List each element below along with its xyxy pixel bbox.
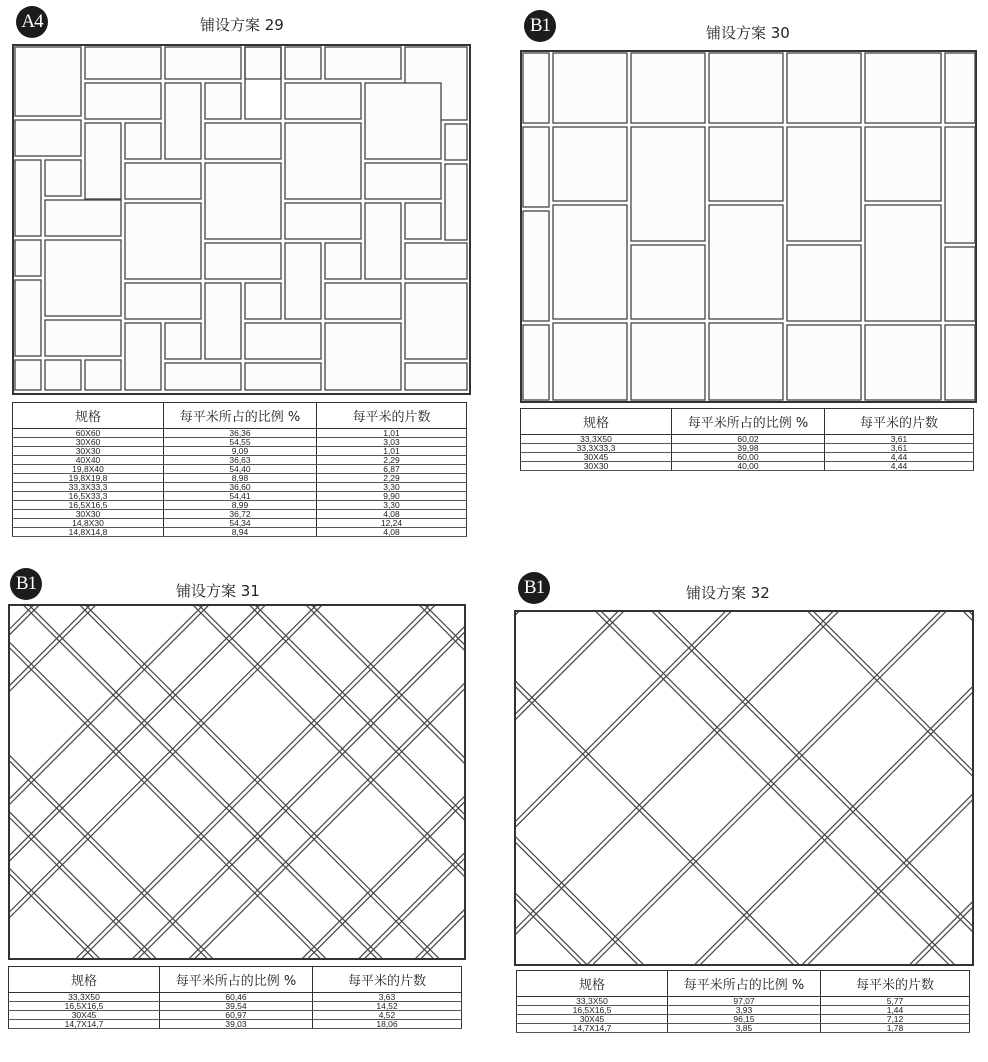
spec-cell: 16,5X16,5: [13, 501, 164, 510]
header-ratio: 每平米所占的比例 %: [672, 409, 825, 435]
spec-cell: 30X45: [9, 1011, 160, 1020]
spec-cell: 30X60: [13, 438, 164, 447]
header-spec: 规格: [13, 403, 164, 429]
pieces-cell: 2,29: [317, 456, 467, 465]
header-spec: 规格: [9, 967, 160, 993]
spec-cell: 33,3X50: [517, 997, 668, 1006]
pieces-cell: 1,44: [821, 1006, 970, 1015]
plan-title: 铺设方案 30: [706, 24, 790, 42]
series-badge: B1: [518, 572, 550, 604]
spec-cell: 19,8X40: [13, 465, 164, 474]
spec-cell: 40X40: [13, 456, 164, 465]
spec-table: [12, 402, 467, 537]
spec-cell: 30X30: [13, 447, 164, 456]
ratio-cell: 54,41: [164, 492, 317, 501]
ratio-cell: 97,07: [668, 997, 821, 1006]
pieces-cell: 3,30: [317, 483, 467, 492]
pieces-cell: 4,08: [317, 528, 467, 537]
spec-cell: 30X45: [521, 453, 672, 462]
plan-title: 铺设方案 31: [176, 582, 260, 600]
ratio-cell: 8,94: [164, 528, 317, 537]
pieces-cell: 4,44: [825, 462, 974, 471]
pieces-cell: 18,06: [313, 1020, 462, 1029]
ratio-cell: 39,03: [160, 1020, 313, 1029]
ratio-cell: 60,46: [160, 993, 313, 1002]
pieces-cell: 1,01: [317, 447, 467, 456]
pieces-cell: 4,52: [313, 1011, 462, 1020]
tile-pattern-drawing: [8, 604, 466, 960]
spec-table: [516, 970, 970, 1033]
ratio-cell: 60,02: [672, 435, 825, 444]
plan-title: 铺设方案 32: [686, 584, 770, 602]
header-pieces: 每平米的片数: [313, 967, 462, 993]
pieces-cell: 14,52: [313, 1002, 462, 1011]
header-pieces: 每平米的片数: [825, 409, 974, 435]
header-spec: 规格: [521, 409, 672, 435]
plan-title: 铺设方案 29: [200, 16, 284, 34]
pieces-cell: 12,24: [317, 519, 467, 528]
ratio-cell: 54,55: [164, 438, 317, 447]
spec-cell: 30X45: [517, 1015, 668, 1024]
header-pieces: 每平米的片数: [821, 971, 970, 997]
pieces-cell: 3,30: [317, 501, 467, 510]
ratio-cell: 96,15: [668, 1015, 821, 1024]
pieces-cell: 1,01: [317, 429, 467, 438]
pieces-cell: 5,77: [821, 997, 970, 1006]
spec-cell: 16,5X33,3: [13, 492, 164, 501]
pieces-cell: 3,61: [825, 435, 974, 444]
pieces-cell: 7,12: [821, 1015, 970, 1024]
ratio-cell: 3,93: [668, 1006, 821, 1015]
spec-cell: 16,5X16,5: [9, 1002, 160, 1011]
series-badge: A4: [16, 6, 48, 38]
spec-cell: 19,8X19,8: [13, 474, 164, 483]
pieces-cell: 4,44: [825, 453, 974, 462]
pieces-cell: 3,03: [317, 438, 467, 447]
ratio-cell: 36,63: [164, 456, 317, 465]
tile-pattern-drawing: [12, 44, 472, 396]
ratio-cell: 54,34: [164, 519, 317, 528]
spec-cell: 30X30: [13, 510, 164, 519]
spec-cell: 33,3X33,3: [13, 483, 164, 492]
ratio-cell: 36,72: [164, 510, 317, 519]
ratio-cell: 39,98: [672, 444, 825, 453]
ratio-cell: 39,54: [160, 1002, 313, 1011]
pieces-cell: 9,90: [317, 492, 467, 501]
series-badge: B1: [10, 568, 42, 600]
spec-cell: 33,3X50: [521, 435, 672, 444]
table-row: [521, 462, 974, 471]
ratio-cell: 36,60: [164, 483, 317, 492]
pieces-cell: 4,08: [317, 510, 467, 519]
header-ratio: 每平米所占的比例 %: [164, 403, 317, 429]
ratio-cell: 60,00: [672, 453, 825, 462]
spec-cell: 16,5X16,5: [517, 1006, 668, 1015]
tile-pattern-drawing: [514, 610, 974, 966]
pieces-cell: 6,87: [317, 465, 467, 474]
ratio-cell: 9,09: [164, 447, 317, 456]
pieces-cell: 3,63: [313, 993, 462, 1002]
spec-table: [520, 408, 974, 471]
pieces-cell: 1,78: [821, 1024, 970, 1033]
spec-cell: 14,8X14,8: [13, 528, 164, 537]
pieces-cell: 2,29: [317, 474, 467, 483]
series-badge: B1: [524, 10, 556, 42]
spec-cell: 14,8X30: [13, 519, 164, 528]
table-row: [9, 1020, 462, 1029]
ratio-cell: 8,98: [164, 474, 317, 483]
ratio-cell: 60,97: [160, 1011, 313, 1020]
spec-cell: 33,3X50: [9, 993, 160, 1002]
spec-cell: 14,7X14,7: [517, 1024, 668, 1033]
spec-cell: 14,7X14,7: [9, 1020, 160, 1029]
header-ratio: 每平米所占的比例 %: [160, 967, 313, 993]
header-pieces: 每平米的片数: [317, 403, 467, 429]
table-row: [517, 1024, 970, 1033]
header-spec: 规格: [517, 971, 668, 997]
spec-cell: 30X30: [521, 462, 672, 471]
spec-table: [8, 966, 462, 1029]
table-row: [13, 528, 467, 537]
pieces-cell: 3,61: [825, 444, 974, 453]
header-ratio: 每平米所占的比例 %: [668, 971, 821, 997]
spec-cell: 33,3X33,3: [521, 444, 672, 453]
ratio-cell: 36,36: [164, 429, 317, 438]
spec-cell: 60X60: [13, 429, 164, 438]
ratio-cell: 40,00: [672, 462, 825, 471]
ratio-cell: 54,40: [164, 465, 317, 474]
tile-pattern-drawing: [520, 50, 978, 404]
ratio-cell: 3,85: [668, 1024, 821, 1033]
ratio-cell: 8,99: [164, 501, 317, 510]
